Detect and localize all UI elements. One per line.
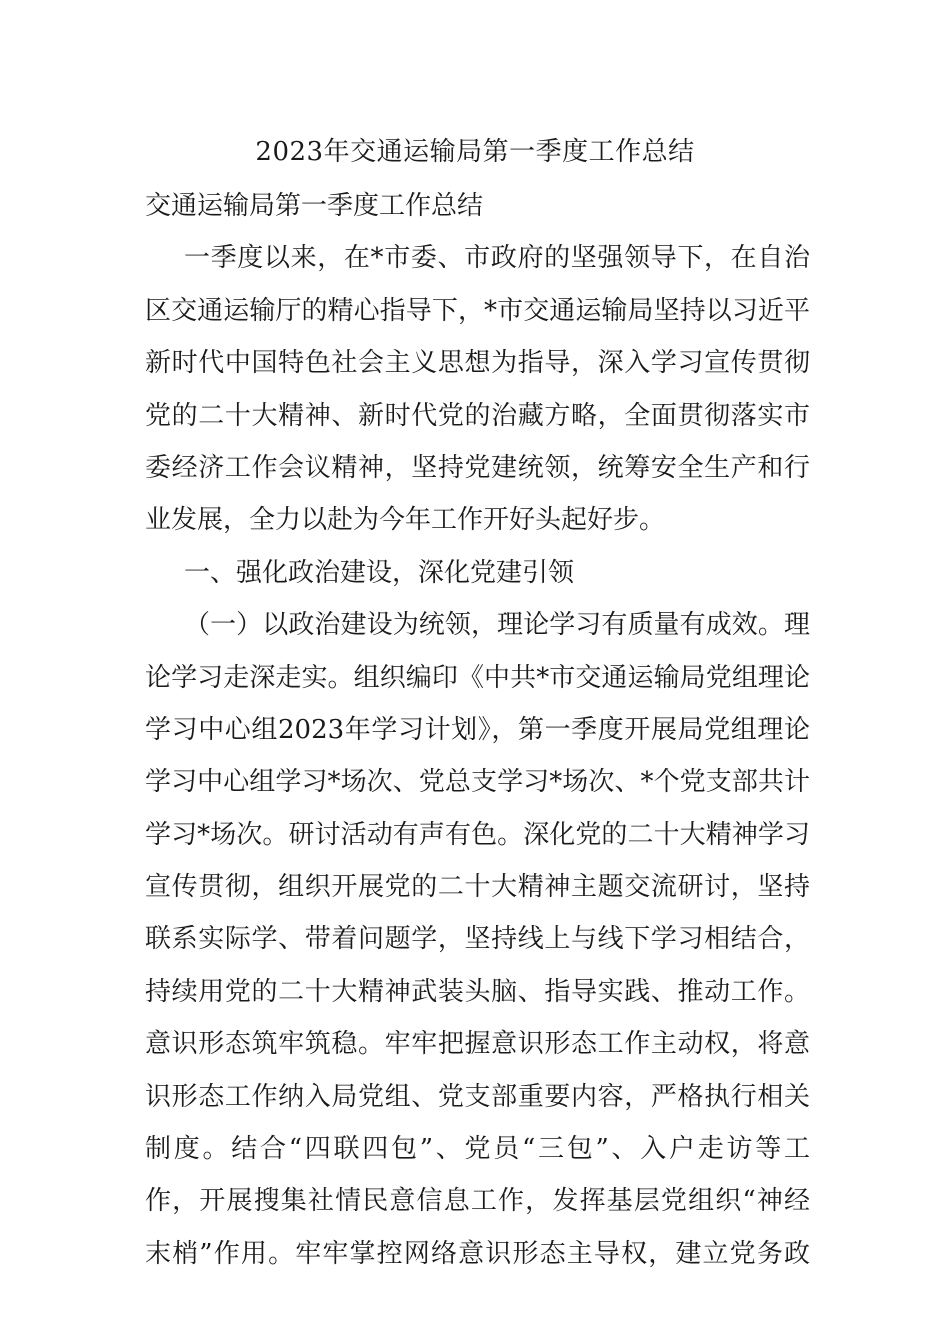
text-line: 宣传贯彻，组织开展党的二十大精神主题交流研讨，坚持 — [145, 872, 810, 903]
text-line: 作，开展搜集社情民意信息工作，发挥基层党组织“神经 — [145, 1186, 810, 1217]
text-line: 业发展，全力以赴为今年工作开好头起好步。 — [145, 505, 666, 536]
text-line: 学习中心组学习*场次、党总支学习*场次、*个党支部共计 — [145, 767, 810, 798]
text-line: （一）以政治建设为统领，理论学习有质量有成效。理 — [184, 610, 810, 641]
text-line: 联系实际学、带着问题学，坚持线上与线下学习相结合， — [145, 924, 810, 955]
text-line: 党的二十大精神、新时代党的治藏方略，全面贯彻落实市 — [145, 400, 810, 431]
text-line: 学习*场次。研讨活动有声有色。深化党的二十大精神学习 — [145, 819, 810, 850]
text-line: 区交通运输厅的精心指导下，*市交通运输局坚持以习近平 — [145, 295, 810, 326]
text-line: 委经济工作会议精神，坚持党建统领，统筹安全生产和行 — [145, 452, 810, 483]
document-title: 2023年交通运输局第一季度工作总结 — [255, 137, 695, 167]
text-line: 末梢”作用。牢牢掌控网络意识形态主导权，建立党务政 — [145, 1238, 810, 1269]
text-line: 新时代中国特色社会主义思想为指导，深入学习宣传贯彻 — [145, 348, 810, 379]
text-line: 意识形态筑牢筑稳。牢牢把握意识形态工作主动权，将意 — [145, 1029, 810, 1060]
text-line: 论学习走深走实。组织编印《中共*市交通运输局党组理论 — [145, 662, 810, 693]
text-line: 交通运输局第一季度工作总结 — [145, 191, 484, 221]
text-line: 识形态工作纳入局党组、党支部重要内容，严格执行相关 — [145, 1081, 810, 1112]
document-body — [145, 180, 810, 1280]
text-line: 制度。结合“四联四包”、党员“三包”、入户走访等工 — [145, 1134, 810, 1165]
text-line: 学习中心组2023年学习计划》，第一季度开展局党组理论 — [145, 714, 810, 745]
text-line: 持续用党的二十大精神武装头脑、指导实践、推动工作。 — [145, 976, 810, 1007]
text-line: 一、强化政治建设，深化党建引领 — [184, 557, 575, 588]
text-line: 一季度以来，在*市委、市政府的坚强领导下，在自治 — [184, 243, 810, 274]
